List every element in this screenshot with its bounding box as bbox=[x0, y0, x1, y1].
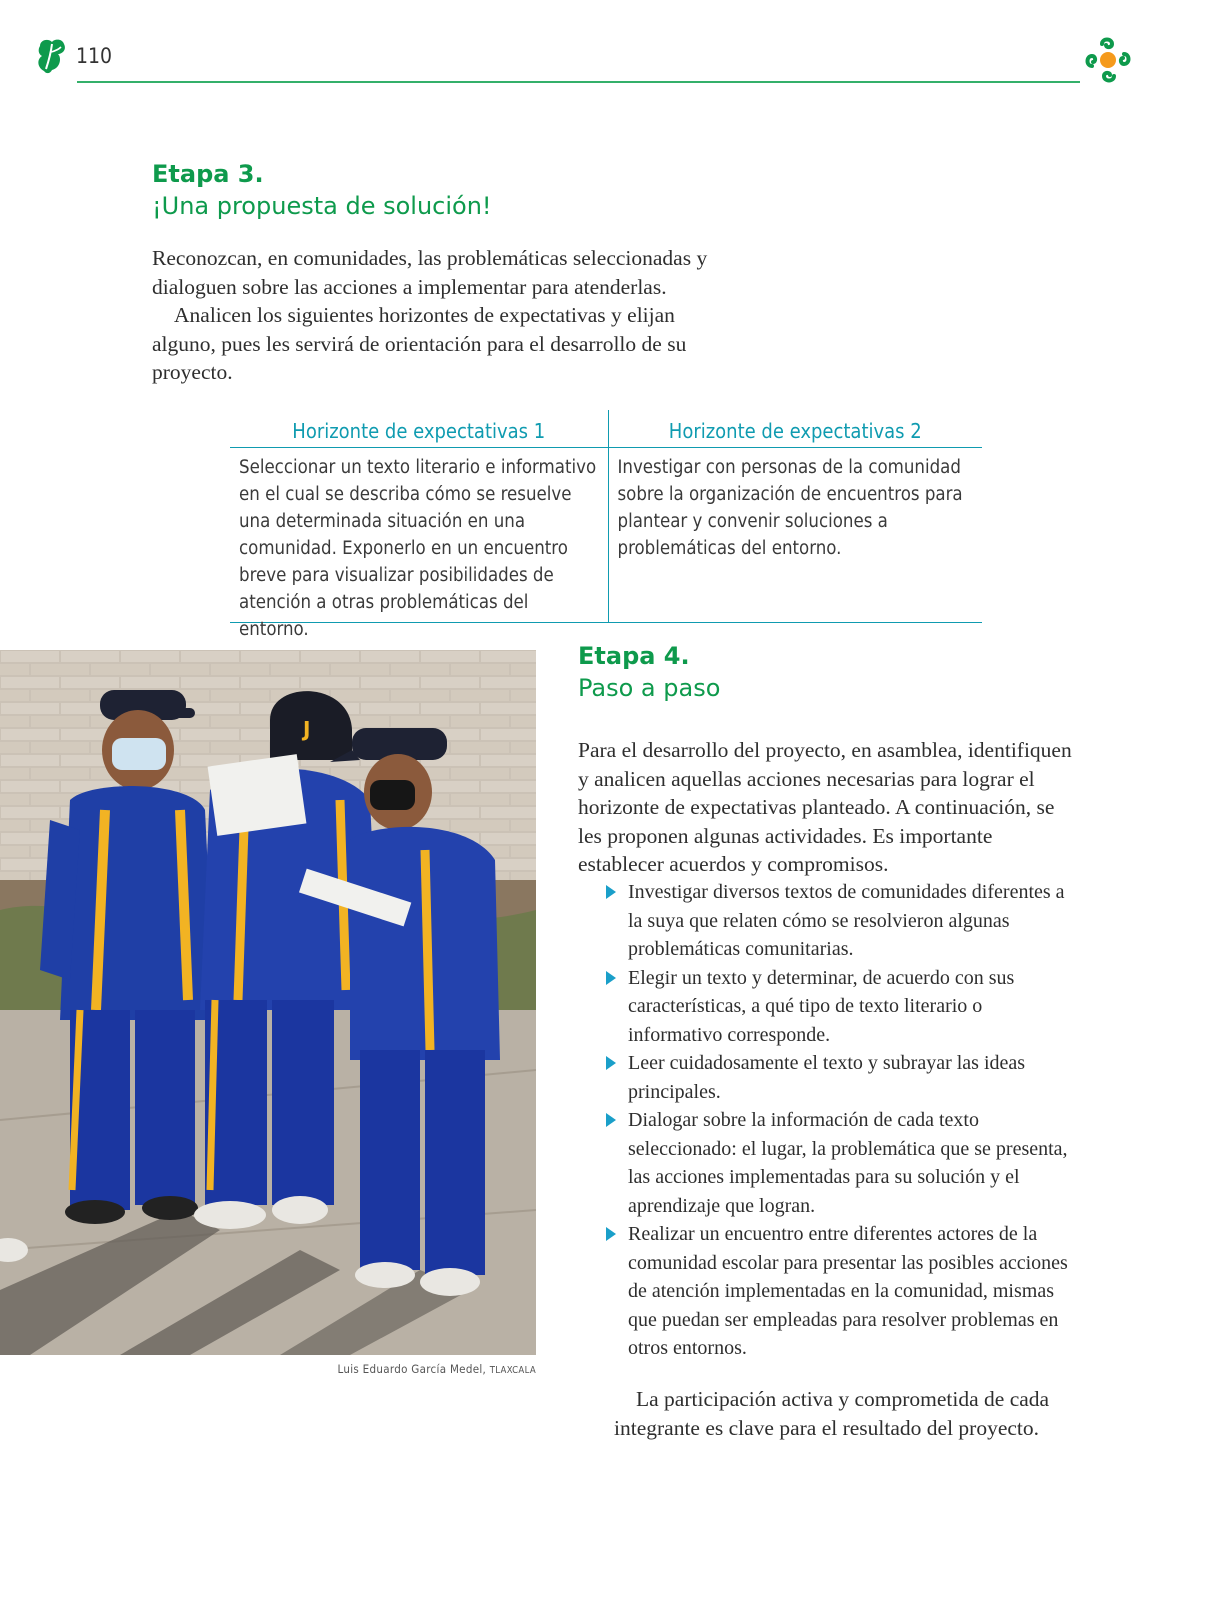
list-item-text: Dialogar sobre la información de cada texto seleccionado: el lugar, la problemática que se presenta, las acciones implementadas para su solución y el aprendizaje que logran. bbox=[628, 1109, 1068, 1217]
list-item-text: Realizar un encuentro entre diferentes actores de la comunidad escolar para presentar las posibles acciones de atención implementadas en la comunidad, mismas que puedan ser empleadas para resolver problemas en otros entornos. bbox=[628, 1223, 1068, 1359]
etapa4-title: Etapa 4. bbox=[578, 642, 690, 670]
table-bottom-rule bbox=[230, 622, 982, 623]
bullet-triangle-icon bbox=[606, 885, 616, 899]
leaf-logo-icon bbox=[36, 38, 68, 74]
photo-caption bbox=[300, 1362, 536, 1376]
table-cell-1: Seleccionar un texto literario e informativo en el cual se describa cómo se resuelve una determinada situación en una comunidad. Exponerlo en un encuentro breve para visualizar posibilidades de atención a otras problemáticas del entorno. bbox=[239, 457, 597, 640]
caption-name: Luis Eduardo García Medel, bbox=[337, 1362, 487, 1376]
page-number: 110 bbox=[76, 44, 113, 68]
list-item-text: Leer cuidadosamente el texto y subrayar las ideas principales. bbox=[628, 1052, 1026, 1103]
etapa4-subtitle: Paso a paso bbox=[578, 674, 721, 702]
svg-text:J: J bbox=[303, 717, 311, 741]
list-item bbox=[604, 878, 1074, 964]
bullet-triangle-icon bbox=[606, 1056, 616, 1070]
table-header-1: Horizonte de expectativas 1 bbox=[230, 410, 608, 448]
list-item bbox=[604, 1049, 1074, 1106]
flower-logo-icon bbox=[1082, 34, 1134, 86]
table-header-2: Horizonte de expectativas 2 bbox=[609, 410, 983, 448]
etapa3-title: Etapa 3. bbox=[152, 160, 264, 188]
activity-list bbox=[604, 878, 1074, 1363]
list-item-text: Elegir un texto y determinar, de acuerdo con sus características, a qué tipo de texto literario o informativo corresponde. bbox=[628, 966, 1015, 1046]
etapa4-intro: Para el desarrollo del proyecto, en asamblea, identifiquen y analicen aquellas acciones necesarias para lograr el horizonte de expectativas planteado. A continuación, se les proponen algunas actividades. Es importante establecer acuerdos y compromisos. bbox=[578, 738, 1072, 876]
table-column-2 bbox=[609, 410, 983, 622]
list-item bbox=[604, 964, 1074, 1050]
etapa3-paragraph-1: Reconozcan, en comunidades, las problemáticas seleccionadas y dialoguen sobre las acciones a implementar para atenderlas. bbox=[152, 246, 708, 299]
bullet-triangle-icon bbox=[606, 971, 616, 985]
bullet-triangle-icon bbox=[606, 1113, 616, 1127]
list-item bbox=[604, 1220, 1074, 1363]
expectations-table bbox=[230, 410, 982, 640]
table-cell-2: Investigar con personas de la comunidad sobre la organización de encuentros para plantear y convenir soluciones a problemáticas del entorno. bbox=[617, 457, 963, 559]
closing-paragraph: La participación activa y comprometida de cada integrante es clave para el resultado del proyecto. bbox=[614, 1387, 1050, 1440]
table-column-1 bbox=[230, 410, 609, 640]
header-rule bbox=[77, 81, 1080, 83]
list-item bbox=[604, 1106, 1074, 1220]
caption-place: TLAXCALA bbox=[489, 1365, 536, 1376]
students-photo bbox=[0, 650, 536, 1355]
etapa3-paragraph-2: Analicen los siguientes horizontes de expectativas y elijan alguno, pues les servirá de orientación para el desarrollo de su proyecto. bbox=[152, 303, 687, 384]
students-illustration bbox=[0, 650, 536, 1355]
list-item-text: Investigar diversos textos de comunidades diferentes a la suya que relaten cómo se resolvieron algunas problemáticas comunitarias. bbox=[628, 881, 1065, 960]
etapa3-subtitle: ¡Una propuesta de solución! bbox=[152, 192, 492, 220]
etapa3-body bbox=[152, 244, 737, 387]
bullet-triangle-icon bbox=[606, 1227, 616, 1241]
